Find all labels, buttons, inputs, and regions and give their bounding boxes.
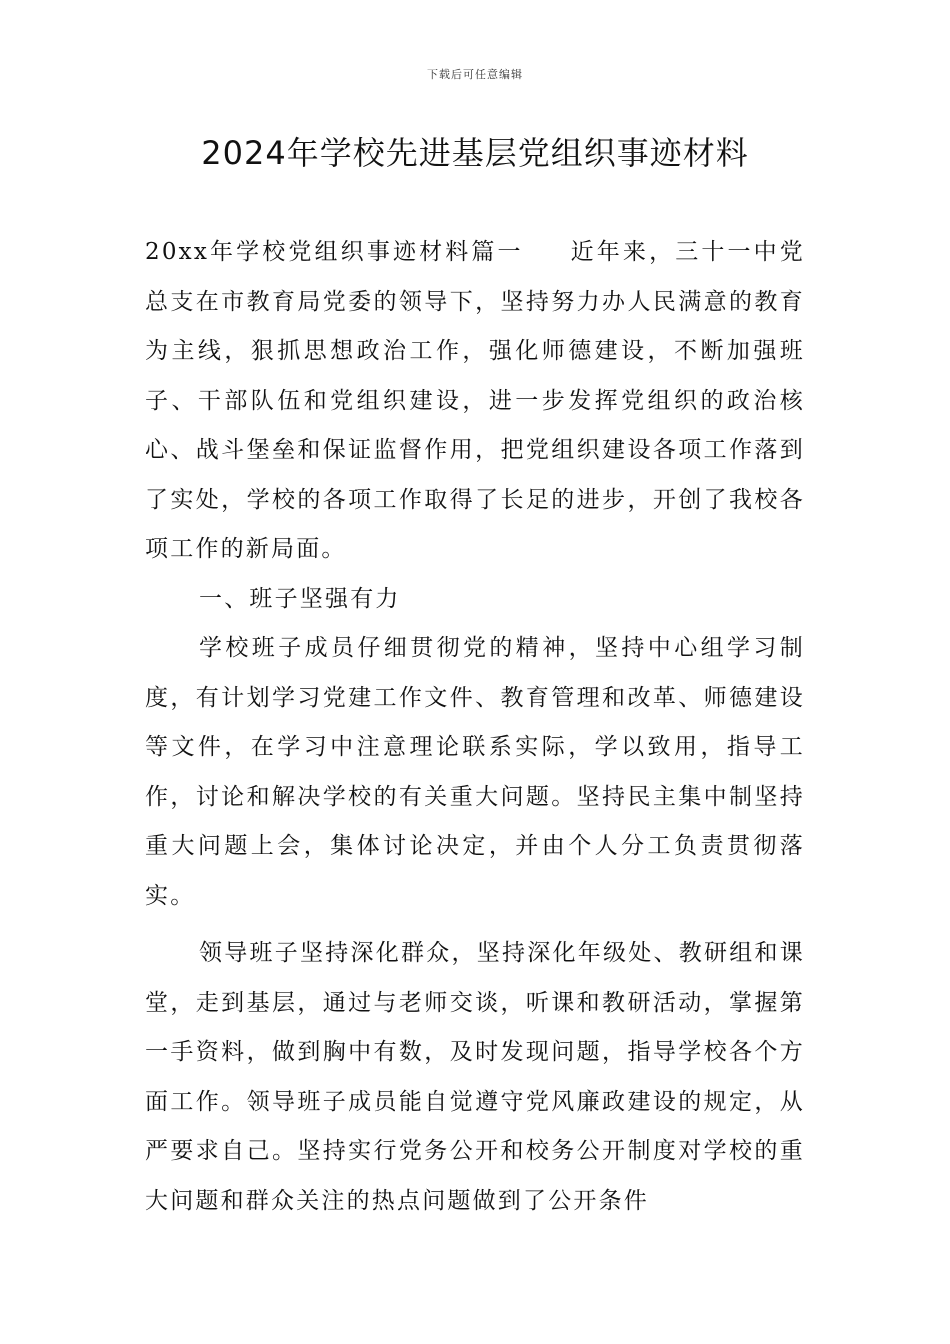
document-title: 2024年学校先进基层党组织事迹材料 xyxy=(201,134,749,172)
intro-paragraph xyxy=(145,228,805,575)
section-paragraph-2: 领导班子坚持深化群众，坚持深化年级处、教研组和课堂，走到基层，通过与老师交谈，听课和教研活动，掌握第一手资料，做到胸中有数，及时发现问题，指导学校各个方面工作。领导班子成员能自觉遵守党风廉政建设的规定，从严要求自己。坚持实行党务公开和校务公开制度对学校的重大问题和群众关注的热点问题做到了公开条件 xyxy=(145,940,805,1214)
intro-heading: 20xx年学校党组织事迹材料篇一 xyxy=(145,239,524,265)
paragraph-spacer xyxy=(145,921,805,929)
section-paragraph-1: 学校班子成员仔细贯彻党的精神，坚持中心组学习制度，有计划学习党建工作文件、教育管理和改革、师德建设等文件，在学习中注意理论联系实际，学以致用，指导工作，讨论和解决学校的有关重大问题。坚持民主集中制坚持重大问题上会，集体讨论决定，并由个人分工负责贯彻落实。 xyxy=(145,635,805,909)
intro-text: 近年来，三十一中党总支在市教育局党委的领导下，坚持努力办人民满意的教育为主线，狠抓思想政治工作，强化师德建设，不断加强班子、干部队伍和党组织建设，进一步发挥党组织的政治核心、战斗堡垒和保证监督作用，把党组织建设各项工作落到了实处，学校的各项工作取得了长足的进步，开创了我校各项工作的新局面。 xyxy=(145,239,805,562)
section-heading: 一、班子坚强有力 xyxy=(199,585,401,612)
header-note: 下载后可任意编辑 xyxy=(427,68,523,81)
document-body xyxy=(145,228,805,1226)
